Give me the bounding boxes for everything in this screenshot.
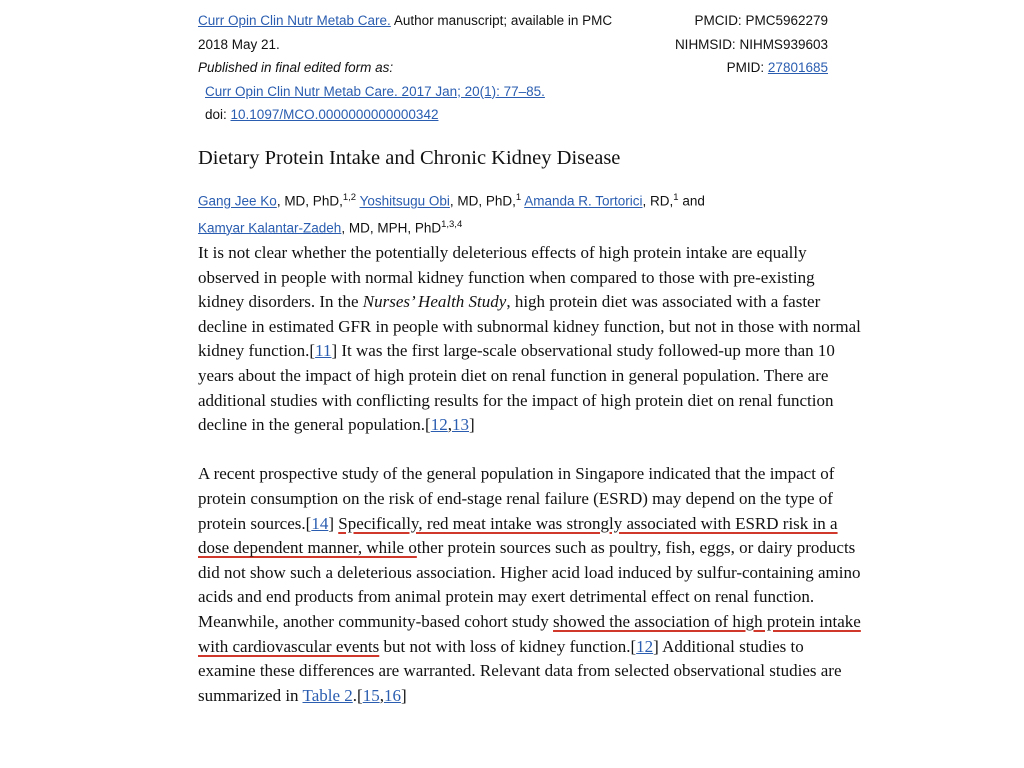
pmcid: PMCID: PMC5962279 <box>694 13 828 28</box>
reference-link[interactable]: 14 <box>311 513 329 533</box>
reference-link[interactable]: 15 <box>362 685 380 705</box>
author-conjunction: and <box>678 193 705 209</box>
author-link[interactable]: Gang Jee Ko <box>198 193 277 209</box>
text: It is not clear whether the potentially deleterious effects of high protein intake are equally observed in people with normal kidney function when compared to those with pre-existing kidney disorders. In the <box>198 243 815 312</box>
pmid-link[interactable]: 27801685 <box>767 60 828 75</box>
paragraph <box>198 462 862 708</box>
author-degree: , MD, MPH, PhD <box>341 220 442 235</box>
author-affiliation: 1,2 <box>342 192 357 203</box>
citation-header <box>198 0 860 128</box>
highlighted-text: Specifically, red meat intake was strongly associated with ESRD risk in a dose dependent manner, while o <box>198 513 838 558</box>
paragraph <box>198 241 862 438</box>
author-list <box>198 186 838 239</box>
text: , <box>447 415 452 435</box>
text: ] <box>468 415 475 435</box>
author-degree: , MD, PhD, <box>276 193 343 209</box>
author-affiliation: 1 <box>673 192 679 203</box>
doi-label: doi: <box>205 107 231 122</box>
pmc-date: 2018 May 21. <box>198 36 280 52</box>
published-as-label: Published in final edited form as: <box>198 60 394 75</box>
author-affiliation: 1,3,4 <box>441 218 463 230</box>
reference-link[interactable]: 13 <box>451 415 469 435</box>
reference-link[interactable]: 12 <box>636 636 654 656</box>
text: , high protein diet was associated with a faster decline in estimated GFR in people with subnormal kidney function, but not in those with normal kidney function.[ <box>198 292 861 361</box>
text: but not with loss of kidney function.[ <box>379 636 637 656</box>
highlighted-text: showed the association of high protein intake with cardiovascular events <box>198 611 861 656</box>
table-link[interactable]: Table 2 <box>302 685 353 705</box>
text: ] It was the first large-scale observational study followed-up more than 10 years about the impact of high protein diet on renal function in general population. There are additional studies with conflicting results for the impact of high protein diet on renal function decline in the general population.[ <box>198 341 835 435</box>
text: , <box>379 685 384 705</box>
doi-link[interactable]: 10.1097/MCO.0000000000000342 <box>230 107 439 122</box>
reference-link[interactable]: 11 <box>315 341 332 361</box>
article-body <box>198 241 862 708</box>
study-name: Nurses’ Health Study <box>362 292 507 312</box>
reference-link[interactable]: 12 <box>430 415 448 435</box>
author-link[interactable]: Kamyar Kalantar-Zadeh <box>198 220 342 235</box>
text: ther protein sources such as poultry, fish, eggs, or dairy products did not show such a deleterious association. Higher acid load induced by sulfur-containing amino acids and end products from animal protein may exert detrimental effect on renal function. Meanwhile, another community-based cohort study <box>198 538 861 631</box>
author-degree: , MD, PhD, <box>449 193 516 209</box>
nihmsid: NIHMSID: NIHMS939603 <box>674 36 828 52</box>
identifier-block <box>675 9 828 80</box>
text: .[ <box>352 685 363 705</box>
text: ] <box>328 513 339 533</box>
text: A recent prospective study of the general population in Singapore indicated that the impact of protein consumption on the risk of end-stage renal failure (ESRD) may depend on the type of protein sources.[ <box>198 464 835 533</box>
author-affiliation: 1 <box>515 192 522 203</box>
reference-link[interactable]: 16 <box>383 685 401 705</box>
article-title: Dietary Protein Intake and Chronic Kidney Disease <box>198 147 621 169</box>
author-degree: , RD, <box>642 193 674 209</box>
text: ] <box>400 685 407 705</box>
citation-block <box>198 9 668 127</box>
manuscript-note: Author manuscript; available in PMC <box>390 13 613 28</box>
author-link[interactable]: Amanda R. Tortorici <box>524 193 643 209</box>
journal-link[interactable]: Curr Opin Clin Nutr Metab Care. <box>198 13 391 28</box>
author-link[interactable]: Yoshitsugu Obi <box>359 193 450 209</box>
text: ] Additional studies to examine these differences are warranted. Relevant data from selected observational studies are summarized in <box>198 636 842 705</box>
citation-link[interactable]: Curr Opin Clin Nutr Metab Care. 2017 Jan; 20(1): 77–85. <box>205 83 545 99</box>
pmid-label: PMID: <box>726 60 768 75</box>
